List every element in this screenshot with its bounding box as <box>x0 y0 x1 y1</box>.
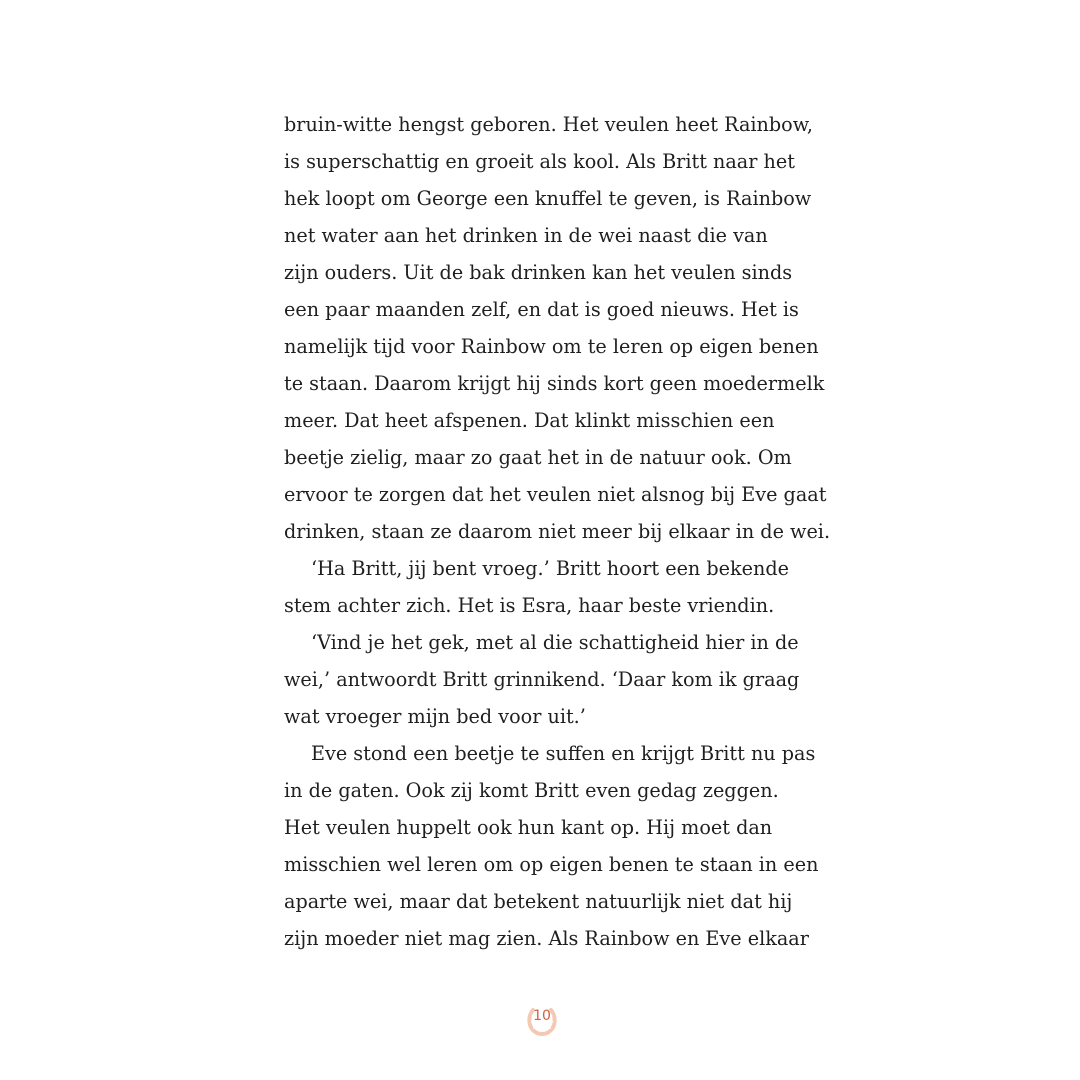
text-line: zijn ouders. Uit de bak drinken kan het veulen sinds <box>284 261 793 284</box>
page-footer <box>524 1002 560 1038</box>
text-line: hek loopt om George een knuffel te geven, is Rainbow <box>284 187 812 210</box>
text-line: Het veulen huppelt ook hun kant op. Hij moet dan <box>284 816 773 839</box>
text-line: een paar maanden zelf, en dat is goed nieuws. Het is <box>284 298 799 321</box>
text-line: in de gaten. Ook zij komt Britt even gedag zeggen. <box>284 779 779 802</box>
text-line: Eve stond een beetje te suffen en krijgt Britt nu pas <box>311 742 816 765</box>
text-line: beetje zielig, maar zo gaat het in de natuur ook. Om <box>284 446 792 469</box>
text-line: wat vroeger mijn bed voor uit.’ <box>284 705 586 728</box>
text-line: wei,’ antwoordt Britt grinnikend. ‘Daar kom ik graag <box>284 668 800 691</box>
text-line: misschien wel leren om op eigen benen te staan in een <box>284 853 819 876</box>
page-number: 10 <box>533 1008 551 1024</box>
text-line: bruin-witte hengst geboren. Het veulen heet Rainbow, <box>284 113 813 136</box>
text-line: aparte wei, maar dat betekent natuurlijk niet dat hij <box>284 890 793 913</box>
text-line: ‘Ha Britt, jij bent vroeg.’ Britt hoort een bekende <box>311 557 789 580</box>
text-line: zijn moeder niet mag zien. Als Rainbow en Eve elkaar <box>284 927 809 950</box>
text-line: ‘Vind je het gek, met al die schattigheid hier in de <box>311 631 799 654</box>
text-line: meer. Dat heet afspenen. Dat klinkt misschien een <box>284 409 775 432</box>
text-line: te staan. Daarom krijgt hij sinds kort geen moedermelk <box>284 372 825 395</box>
text-line: stem achter zich. Het is Esra, haar beste vriendin. <box>284 594 775 617</box>
text-line: net water aan het drinken in de wei naast die van <box>284 224 768 247</box>
text-line: drinken, staan ze daarom niet meer bij elkaar in de wei. <box>284 520 831 543</box>
text-line: ervoor te zorgen dat het veulen niet alsnog bij Eve gaat <box>284 483 827 506</box>
body-text <box>284 106 844 957</box>
text-line: namelijk tijd voor Rainbow om te leren op eigen benen <box>284 335 819 358</box>
text-line: is superschattig en groeit als kool. Als Britt naar het <box>284 150 795 173</box>
